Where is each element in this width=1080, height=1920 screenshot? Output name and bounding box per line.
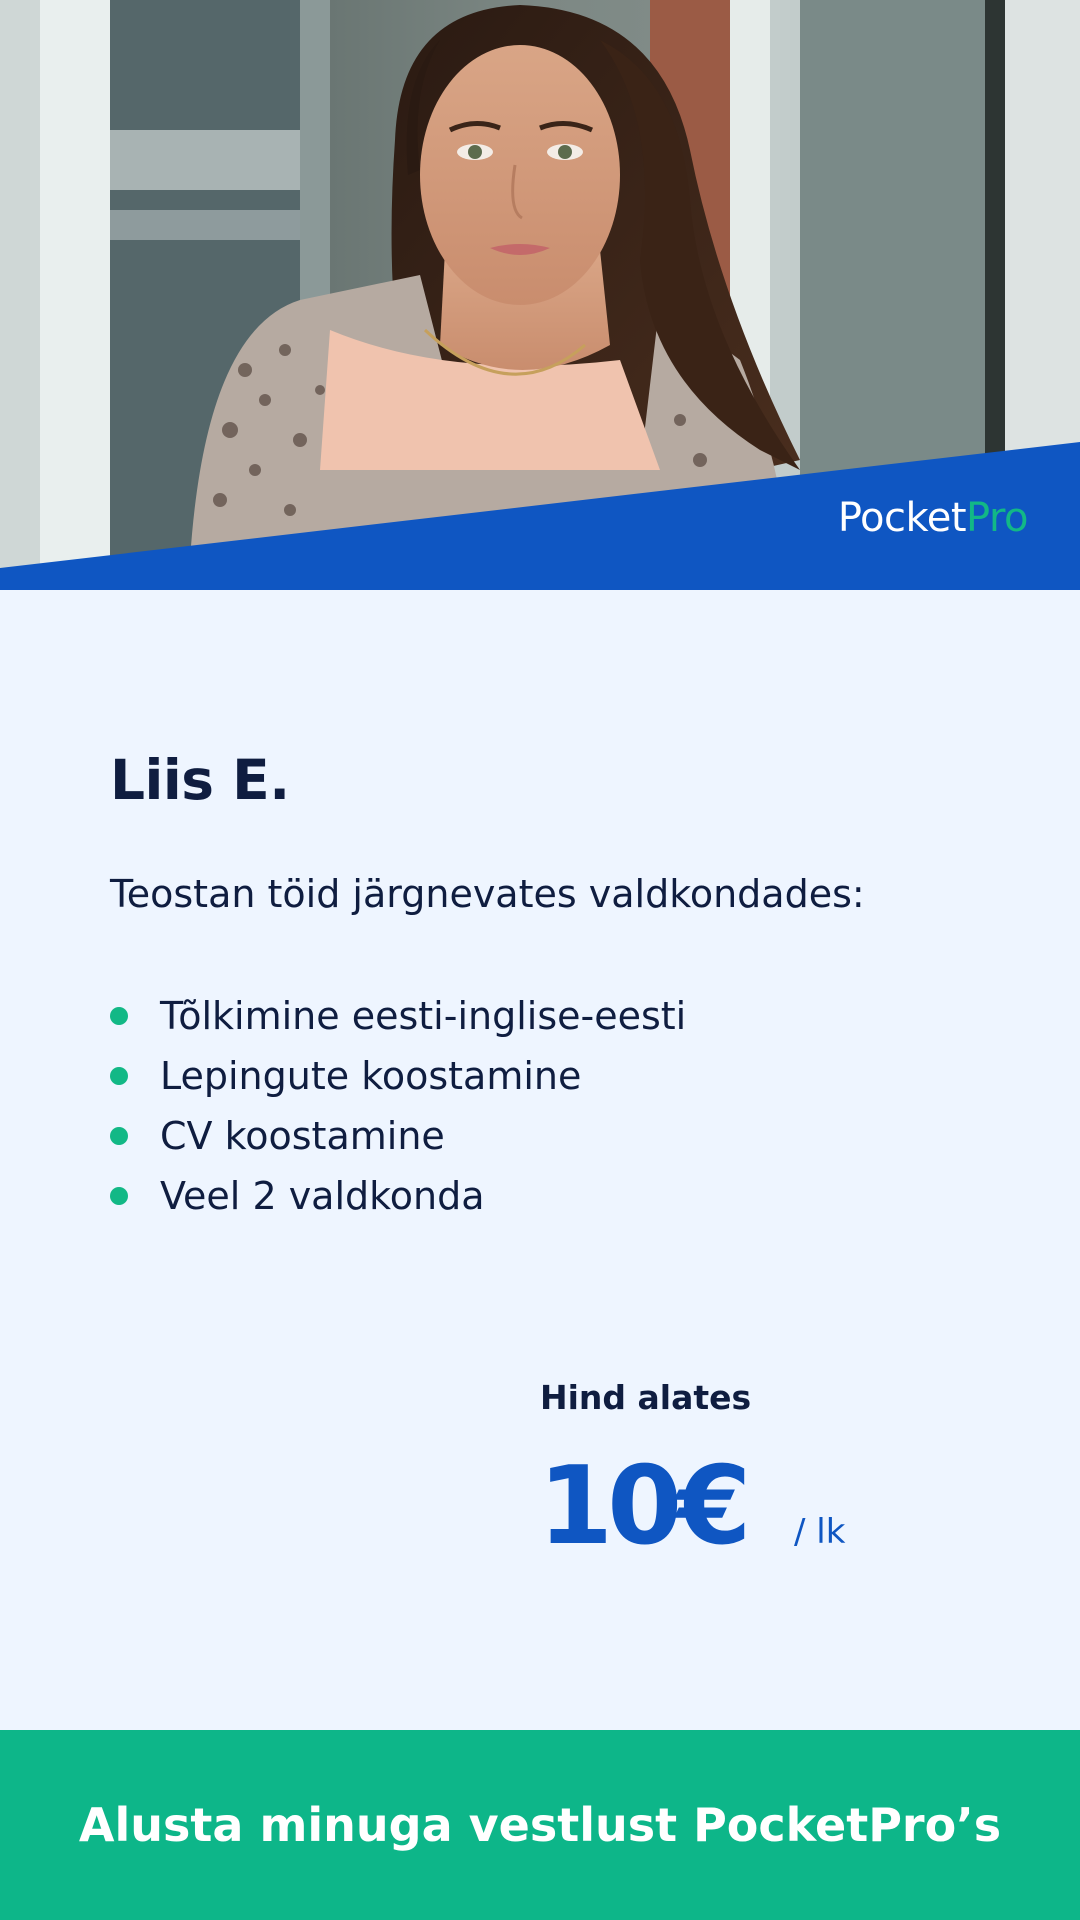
logo-text-pro: Pro xyxy=(966,495,1028,541)
services-list xyxy=(110,990,686,1230)
service-label: Tõlkimine eesti-inglise-eesti xyxy=(160,994,687,1038)
price-amount: 10€ xyxy=(538,1444,746,1569)
service-label: Veel 2 valdkonda xyxy=(160,1174,485,1218)
service-label: CV koostamine xyxy=(160,1114,445,1158)
list-item xyxy=(110,1050,686,1110)
bullet-dot-icon xyxy=(110,1127,128,1145)
list-item xyxy=(110,1110,686,1170)
list-item xyxy=(110,990,686,1050)
profile-name: Liis E. xyxy=(110,748,290,812)
price-label: Hind alates xyxy=(540,1378,752,1417)
services-intro: Teostan töid järgnevates valdkondades: xyxy=(110,872,865,916)
bullet-dot-icon xyxy=(110,1187,128,1205)
logo-text-pocket: Pocket xyxy=(837,495,967,541)
bullet-dot-icon xyxy=(110,1007,128,1025)
service-label: Lepingute koostamine xyxy=(160,1054,582,1098)
bullet-dot-icon xyxy=(110,1067,128,1085)
price-unit: / lk xyxy=(794,1512,846,1552)
start-chat-button[interactable]: Alusta minuga vestlust PocketPro’s xyxy=(0,1730,1080,1920)
pocketpro-logo xyxy=(837,495,1028,541)
hero-section xyxy=(0,0,1080,590)
list-item xyxy=(110,1170,686,1230)
